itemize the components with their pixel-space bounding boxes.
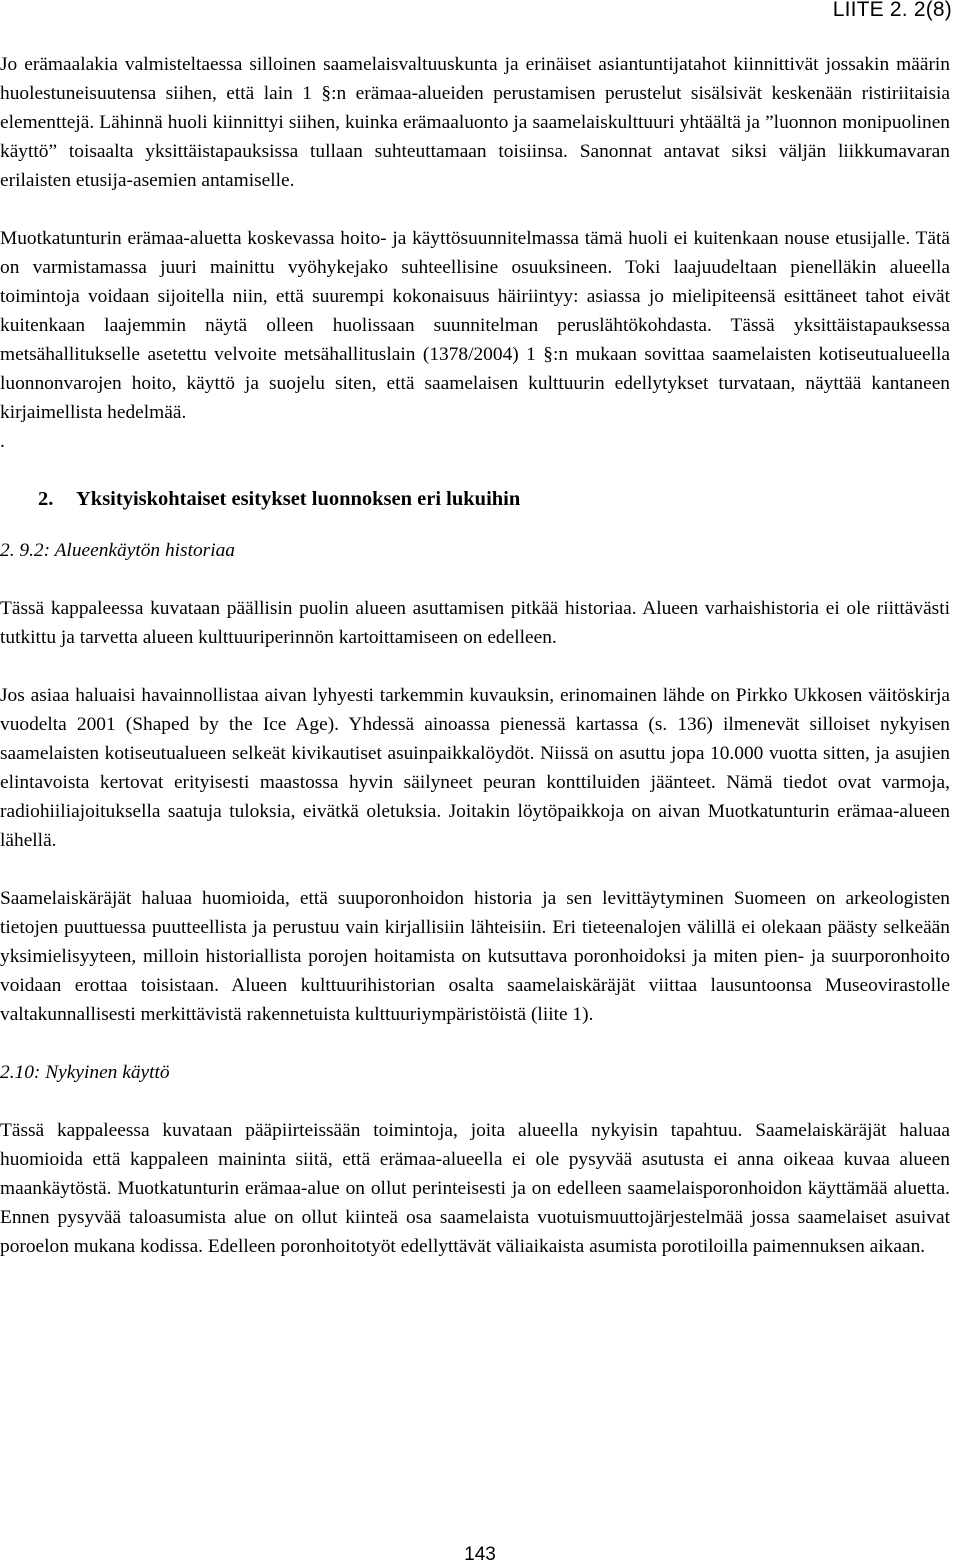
section-title: Yksityiskohtaiset esitykset luonnoksen eri lukuihin [76,488,521,510]
paragraph-6: Tässä kappaleessa kuvataan pääpiirteissään toimintoja, joita alueella nykyisin tapahtuu. Saamelaiskäräjät haluaa huomioida että kappaleen maininta siitä, että erämaa-alueella ei ole pysyvää asutusta ei anna oikeaa kuvaa alueen maankäytöstä. Muotkatunturin erämaa-alue on ollut perinteisesti ja on edelleen saamelaisporonhoidon käyttämää aluetta. Ennen pysyvää taloasumista alue on ollut kiinteä osa saamelaista vuotuismuuttojärjestelmää jossa saamelaiset asuivat poroelon mukana kodissa. Edelleen poronhoitotyöt edellyttävät väliaikaista asumista porotiloilla paimennuksen aikaan. [0,1120,950,1257]
paragraph-5: Saamelaiskäräjät haluaa huomioida, että suuporonhoidon historia ja sen levittäytyminen Suomeen on arkeologisten tietojen puuttuessa puutteellista ja perustuu vain kirjallisiin lähteisiin. Eri tieteenalojen välillä ei olekaan päästy selkeään yksimielisyyteen, milloin historiallista porojen hoitamista on kutsuttava poronhoidoksi ja miten pien- ja suurporonhoito voidaan erottaa toisistaan. Alueen kulttuurihistorian osalta saamelaiskäräjät viittaa lausuntoonsa Museovirastolle valtakunnallisesti merkittävistä rakennetuista kulttuuriympäristöistä (liite 1). [0,888,950,1025]
paragraph-3: Tässä kappaleessa kuvataan päällisin puolin alueen asuttamisen pitkää historiaa. Alueen varhaishistoria ei ole riittävästi tutkittu ja tarvetta alueen kulttuuriperinnön kartoittamiseen on edelleen. [0,598,950,648]
subheading-nykyinen-kaytto: 2.10: Nykyinen käyttö [0,1062,170,1083]
section-heading [0,485,950,514]
paragraph-4: Jos asiaa haluaisi havainnollistaa aivan lyhyesti tarkemmin kuvauksin, erinomainen lähde on Pirkko Ukkosen väitöskirja vuodelta 2001 (Shaped by the Ice Age). Yhdessä ainoassa pienessä kartassa (s. 136) ilmenevät silloiset nykyisen saamelaisten kotiseutualueen selkeät kivikautiset asuinpaikkalöydöt. Niissä on asuttu jopa 10.000 vuotta sitten, ja asujien elintavoista kertovat erityisesti maastossa hyvin säilyneet peuran konttiluiden jäänteet. Nämä tiedot ovat varmoja, radiohiiliajoituksella saatuja tuloksia, eivätkä oletuksia. Joitakin löytöpaikkoja on aivan Muotkatunturin erämaa-alueen lähellä. [0,685,950,851]
paragraph-2: Muotkatunturin erämaa-aluetta koskevassa hoito- ja käyttösuunnitelmassa tämä huoli ei kuitenkaan nouse etusijalle. Tätä on varmistamassa juuri mainittu vyöhykejako suhteellisine osuuksineen. Toki laajuudeltaan pienelläkin alueella toimintoja voidaan sijoitella niin, että suurempi kokonaisuus häiriintyy: asiassa jo mielipiteensä esittäneet tahot eivät kuitenkaan laajemmin näytä olleen huolissaan suunnitelman peruslähtökohdasta. Tässä yksittäistapauksessa metsähallitukselle asetettu velvoite metsähallituslain (1378/2004) 1 §:n mukaan sovittaa saamelaisten kotiseutualueella luonnonvarojen hoito, käyttö ja suojelu siten, että saamelaisen kulttuurin edellytykset turvataan, näyttää kantaneen kirjaimellista hedelmää. [0,228,950,423]
page-number: 143 [464,1544,496,1565]
running-head: LIITE 2. 2(8) [832,0,952,21]
stray-dot: . [0,431,5,452]
paragraph-1: Jo erämaalakia valmisteltaessa silloinen saamelaisvaltuuskunta ja erinäiset asiantuntijatahot kiinnittivät jossakin määrin huolestuneisuutensa siihen, että lain 1 §:n erämaa-alueiden perustamisen perustelut sisälsivät keskenään ristiriitaisia elementtejä. Lähinnä huoli kiinnittyi siihen, kuinka erämaaluonto ja saamelaiskulttuuri yhtäältä ja ”luonnon monipuolinen käyttö” toisaalta yksittäistapauksissa tullaan suhteuttamaan toisiinsa. Sanonnat antavat siksi väljän liikkumavaran erilaisten etusija-asemien antamiselle. [0,54,950,191]
subheading-alueenkayton-historiaa: 2. 9.2: Alueenkäytön historiaa [0,540,235,561]
section-number: 2. [38,488,54,510]
body-text [0,50,950,1261]
